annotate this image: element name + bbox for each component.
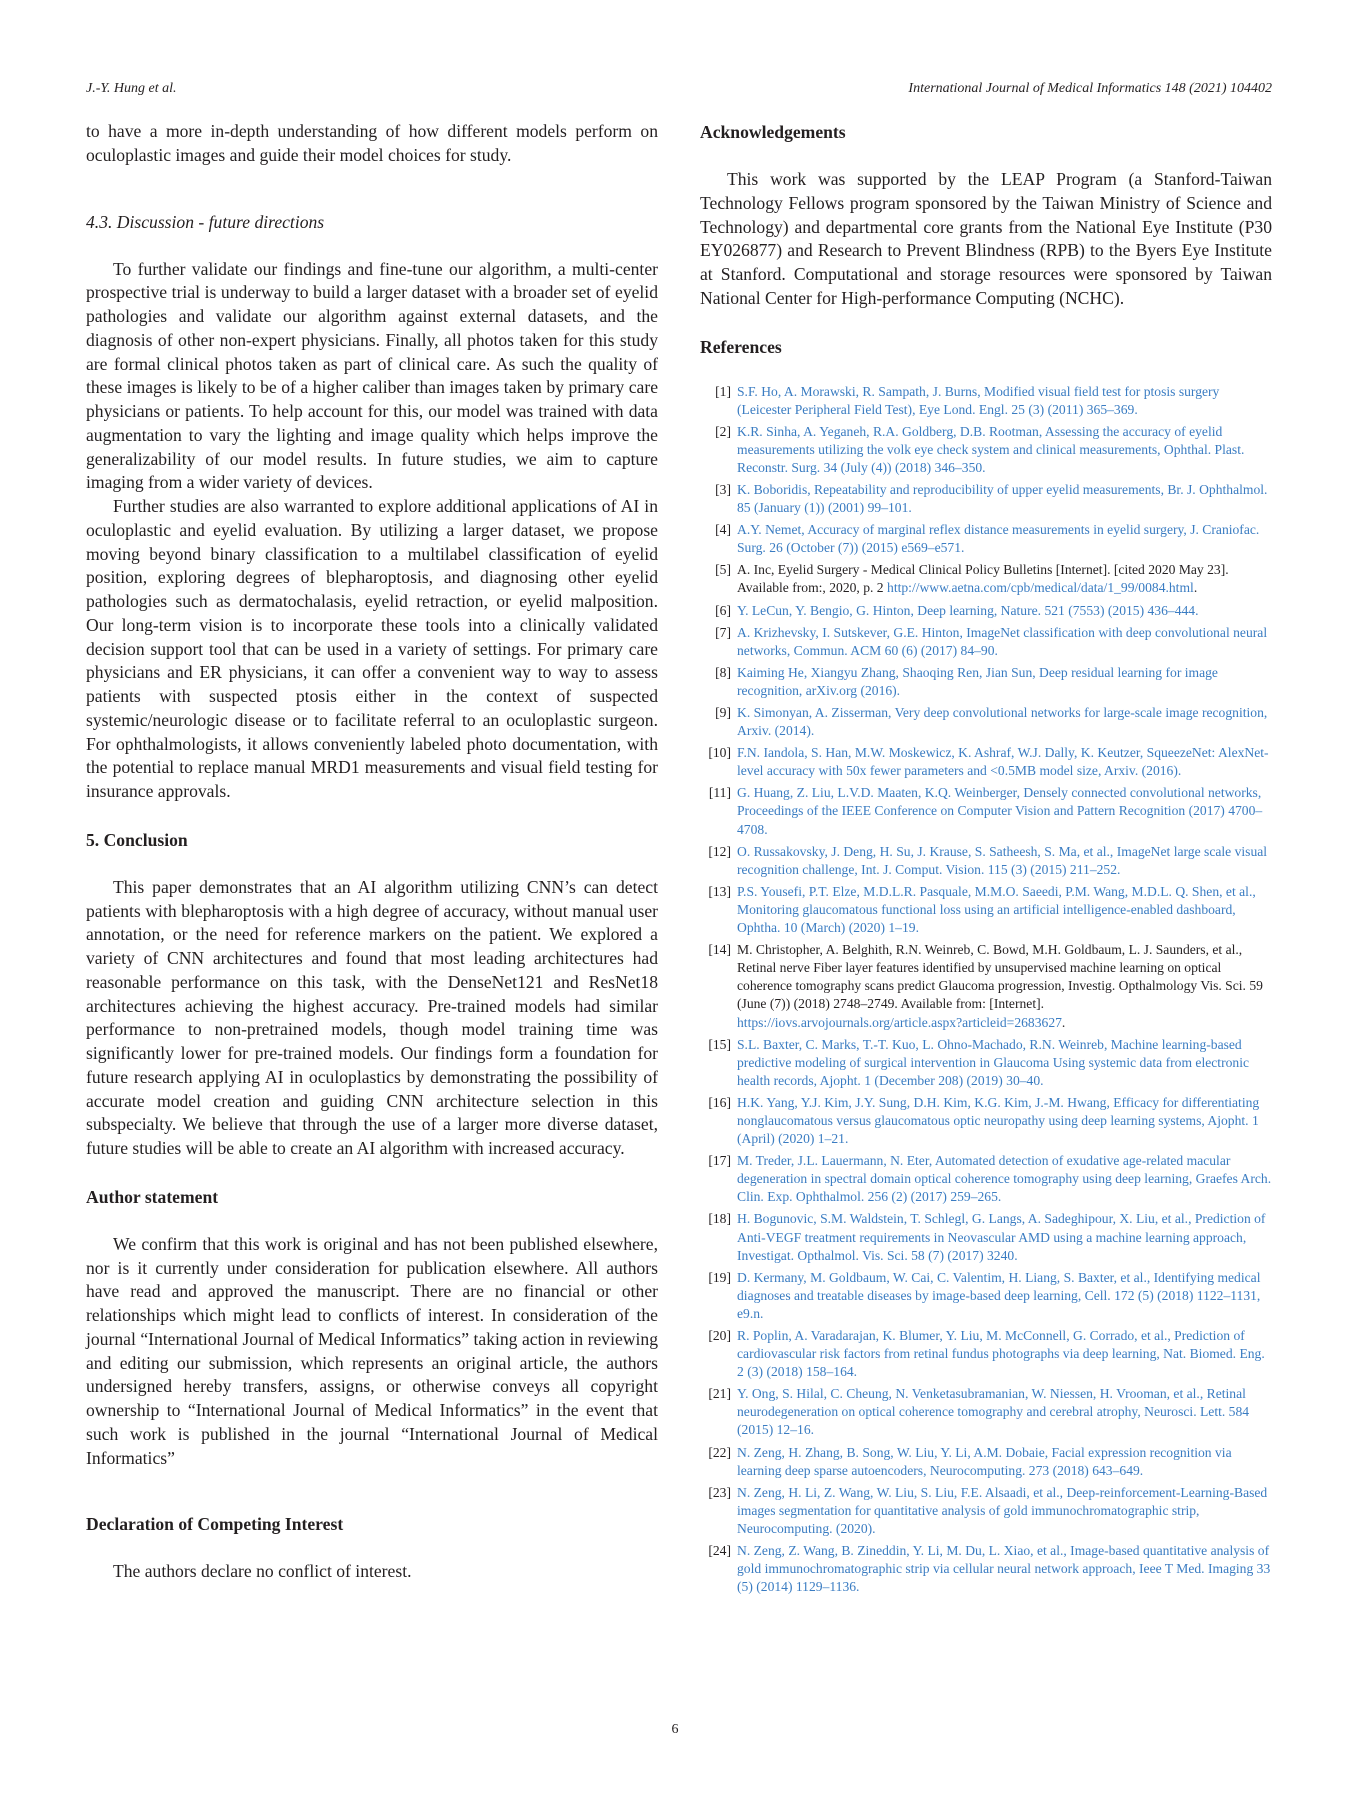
running-head [86,80,1272,98]
reference-text [737,624,1272,660]
reference-text [737,1152,1272,1206]
reference-link[interactable]: S.F. Ho, A. Morawski, R. Sampath, J. Burns, Modified visual field test for ptosis surgery (Leicester Peripheral Field Test), Eye Lond. Engl. 25 (3) (2011) 365–369. [737,383,1220,417]
reference-number: [4] [715,522,731,538]
reference-link[interactable]: K. Simonyan, A. Zisserman, Very deep convolutional networks for large-scale image recognition, Arxiv. (2014). [737,705,1268,739]
reference-number: [2] [715,423,731,439]
reference-plain-text: A. Inc, Eyelid Surgery - Medical Clinical Policy Bulletins [Internet]. [cited 2020 May 23]. Available from:, 2020, p. 2 [737,562,1229,596]
acknowledgements-paragraph: This work was supported by the LEAP Program (a Stanford-Taiwan Technology Fellows program sponsored by the Taiwan Ministry of Science and Technology) and departmental core grants from the National Eye Institute (P30 EY026877) and Research to Prevent Blindness (RPB) to the Byers Eye Institute at Stanford. Computational and storage resources were sponsored by Taiwan National Center for High-performance Computing (NCHC). [700,169,1272,308]
reference-number: [9] [715,705,731,720]
reference-item [700,1327,1272,1381]
reference-text [737,521,1272,557]
reference-number: [19] [708,1269,731,1285]
reference-item [700,1152,1272,1206]
reference-number: [20] [708,1328,731,1343]
reference-text [737,744,1272,780]
reference-number: [1] [715,383,731,399]
reference-item [700,883,1272,937]
author-statement-heading: Author statement [86,1186,219,1207]
reference-link[interactable]: M. Treder, J.L. Lauermann, N. Eter, Automated detection of exudative age-related macular degeneration in spectral domain optical coherence tomography using deep learning, Graefes Arch. Clin. Exp. Ophthalmol. 256 (2) (2017) 259–265. [737,1153,1272,1205]
reference-link[interactable]: A. Krizhevsky, I. Sutskever, G.E. Hinton, ImageNet classification with deep convolutional neural networks, Commun. ACM 60 (6) (2017) 84–90. [737,624,1268,658]
reference-number: [5] [715,562,731,578]
reference-number: [12] [708,843,731,859]
reference-text [737,1036,1272,1090]
reference-link[interactable]: F.N. Iandola, S. Han, M.W. Moskewicz, K. Ashraf, W.J. Dally, K. Keutzer, SqueezeNet: AlexNet-level accuracy with 50x fewer parameters and <0.5MB model size, Arxiv. (2016). [737,745,1269,779]
reference-number: [14] [708,942,731,958]
reference-link[interactable]: O. Russakovsky, J. Deng, H. Su, J. Krause, S. Satheesh, S. Ma, et al., ImageNet large scale visual recognition challenge, Int. J. Comput. Vision. 115 (3) (2015) 211–252. [737,843,1268,877]
reference-number: [16] [708,1094,731,1110]
reference-link[interactable]: N. Zeng, Z. Wang, B. Zineddin, Y. Li, M. Du, L. Xiao, et al., Image-based quantitative analysis of gold immunochromatographic strip via cellular neural network approach, Ieee T Med. Imaging 33 (5) (2014) 1129–1136. [737,1543,1271,1595]
reference-item [700,481,1272,517]
reference-text [737,1444,1272,1480]
reference-text [737,784,1272,838]
reference-text [737,1269,1272,1323]
reference-number: [11] [708,785,731,801]
reference-item [700,843,1272,879]
reference-link[interactable]: H.K. Yang, Y.J. Kim, J.Y. Sung, D.H. Kim, K.G. Kim, J.-M. Hwang, Efficacy for differentiating nonglaucomatous versus glaucomatous optic neuropathy using deep learning systems, Ajopht. 1 (April) (2020) 1–21. [737,1094,1260,1147]
reference-link[interactable]: https://iovs.arvojournals.org/article.aspx?articleid=2683627 [737,1014,1062,1030]
reference-text [737,843,1272,879]
reference-text [737,1484,1272,1538]
reference-item [700,423,1272,477]
reference-number: [7] [715,624,731,640]
reference-text: A. Inc, Eyelid Surgery - Medical Clinical Policy Bulletins [Internet]. [cited 2020 May 23]. Available from:, 2020, p. 2 http://www.aetna.com/cpb/medical/data/1_99/0084.html. [737,562,1229,596]
reference-text [737,1210,1272,1264]
reference-item [700,1385,1272,1439]
reference-link[interactable]: Y. Ong, S. Hilal, C. Cheung, N. Venketasubramanian, W. Niessen, H. Vrooman, et al., Retinal neurodegeneration on optical coherence tomography and cerebral atrophy, Neurosci. Lett. 584 (2015) 12–16. [737,1386,1250,1438]
reference-item [700,624,1272,660]
reference-text [737,481,1272,517]
reference-item [700,1484,1272,1538]
reference-link[interactable]: http://www.aetna.com/cpb/medical/data/1_99/0084.html [887,580,1194,596]
references-heading: References [700,336,782,357]
reference-text [737,704,1272,740]
reference-link[interactable]: A.Y. Nemet, Accuracy of marginal reflex distance measurements in eyelid surgery, J. Craniofac. Surg. 26 (October (7)) (2015) e569–e571. [737,522,1260,556]
reference-link[interactable]: N. Zeng, H. Li, Z. Wang, W. Liu, S. Liu, F.E. Alsaadi, et al., Deep-reinforcement-Learning-Based images segmentation for quantitative analysis of gold immunochromatographic strip, Neurocomputing. (2020). [737,1484,1268,1536]
reference-link[interactable]: D. Kermany, M. Goldbaum, W. Cai, C. Valentim, H. Liang, S. Baxter, et al., Identifying medical diagnoses and treatable diseases by image-based deep learning, Cell. 172 (5) (2018) 1122–1131, e9.n. [737,1269,1261,1321]
intro-paragraph: to have a more in-depth understanding of how different models perform on oculoplastic images and guide their model choices for study. [86,121,658,165]
reference-number: [18] [708,1211,731,1227]
reference-item [700,602,1272,620]
reference-item [700,1269,1272,1323]
reference-link[interactable]: R. Poplin, A. Varadarajan, K. Blumer, Y. Liu, M. McConnell, G. Corrado, et al., Prediction of cardiovascular risk factors from retinal fundus photographs via deep learning, Nat. Biomed. Eng. 2 (3) (2018) 158–164. [737,1328,1265,1380]
reference-text [737,1385,1272,1439]
reference-text [737,1094,1272,1148]
reference-list [700,383,1272,1597]
reference-item [700,1444,1272,1480]
reference-item [700,1210,1272,1264]
section-4-3-paragraph-2: Further studies are also warranted to explore additional applications of AI in oculoplastic and eyelid evaluation. By utilizing a larger dataset, we propose moving beyond binary classification to a multilabel classification of eyelid position, exploring degrees of blepharoptosis, and diagnosing other eyelid pathologies such as dermatochalasis, eyelid retraction, or eyelid malposition. Our long-term vision is to incorporate these tools into a clinically validated decision support tool that can be used in a variety of settings. For primary care physicians and ER physicians, it can offer a convenient way to way to assess patients with suspected ptosis either in the context of suspected systemic/neurologic disease or to facilitate referral to an oculoplastic surgeon. For ophthalmologists, it allows conveniently labeled photo documentation, with the potential to replace manual MRD1 measurements and visual field testing for insurance approvals. [86,496,658,801]
reference-text [737,1542,1272,1596]
reference-text [737,383,1272,419]
reference-link[interactable]: S.L. Baxter, C. Marks, T.-T. Kuo, L. Ohno-Machado, R.N. Weinreb, Machine learning-based predictive modeling of surgical intervention in Glaucoma Using systemic data from electronic health records, Ajopht. 1 (December 208) (2019) 30–40. [737,1036,1250,1088]
reference-link[interactable]: Kaiming He, Xiangyu Zhang, Shaoqing Ren, Jian Sun, Deep residual learning for image recognition, arXiv.org (2016). [737,664,1218,698]
reference-number: [21] [708,1386,731,1402]
reference-link[interactable]: K. Boboridis, Repeatability and reproducibility of upper eyelid measurements, Br. J. Ophthalmol. 85 (January (1)) (2001) 99–101. [737,481,1268,516]
reference-number: [22] [708,1444,731,1460]
reference-text [737,883,1272,937]
reference-plain-text: M. Christopher, A. Belghith, R.N. Weinreb, C. Bowd, M.H. Goldbaum, L. J. Saunders, et al., Retinal nerve Fiber layer features identified by unsupervised machine learning on optical coherence tomography scans predict Glaucoma progression, Investig. Opthalmology Vis. Sci. 59 (June (7)) (2018) 2748–2749. Available from: [Internet]. [737,942,1263,1012]
reference-text [737,602,1272,620]
reference-link[interactable]: G. Huang, Z. Liu, L.V.D. Maaten, K.Q. Weinberger, Densely connected convolutional networks, Proceedings of the IEEE Conference on Computer Vision and Pattern Recognition (2017) 4700–4708. [737,785,1263,837]
reference-number: [23] [708,1484,731,1500]
header-journal: International Journal of Medical Informatics 148 (2021) 104402 [908,81,1272,96]
left-column [86,120,658,1584]
conclusion-paragraph: This paper demonstrates that an AI algorithm utilizing CNN’s can detect patients with blepharoptosis with a high degree of accuracy, without manual user annotation, or the need for reference markers on the patient. We explored a variety of CNN architectures and found that most leading architectures had reasonable performance on this task, with the DenseNet121 and ResNet18 architectures achieving the highest accuracy. Pre-trained models had similar performance to non-pretrained models, though model training time was significantly lower for pre-trained models. Our findings form a foundation for future research applying AI in oculoplastics by demonstrating the possibility of accurate model creation and guiding CNN architecture selection in this subspecialty. We believe that through the use of a larger more diverse dataset, future studies will be able to create an AI algorithm with increased accuracy. [86,876,658,1158]
reference-number: [15] [708,1036,731,1052]
reference-item [700,1094,1272,1148]
reference-number: [3] [715,481,731,497]
header-authors: J.-Y. Hung et al. [86,81,177,96]
competing-interest-paragraph: The authors declare no conflict of interest. [113,1561,412,1582]
reference-item [700,664,1272,700]
reference-number: [17] [708,1153,731,1169]
reference-item [700,561,1272,597]
author-statement-paragraph: We confirm that this work is original and has not been published elsewhere, nor is it currently under consideration for publication elsewhere. All authors have read and approved the manuscript. There are no financial or other relationships which might lead to conflicts of interest. In consideration of the journal “International Journal of Medical Informatics” taking action in reviewing and editing our submission, which represents an original article, the authors undersigned hereby transfers, assigns, or otherwise conveys all copyright ownership to “International Journal of Medical Informatics” in the event that such work is published in the journal “International Journal of Medical Informatics” [86,1233,658,1468]
reference-number: [13] [708,883,731,899]
reference-number: [8] [715,664,731,680]
reference-item [700,1542,1272,1596]
reference-item [700,704,1272,740]
reference-link[interactable]: N. Zeng, H. Zhang, B. Song, W. Liu, Y. Li, A.M. Dobaie, Facial expression recognition via learning deep sparse autoencoders, Neurocomputing. 273 (2018) 643–649. [737,1444,1232,1478]
reference-text: M. Christopher, A. Belghith, R.N. Weinreb, C. Bowd, M.H. Goldbaum, L. J. Saunders, et al., Retinal nerve Fiber layer features identified by unsupervised machine learning on optical coherence tomography scans predict Glaucoma progression, Investig. Opthalmology Vis. Sci. 59 (June (7)) (2018) 2748–2749. Available from: [Internet]. https://iovs.arvojournals.org/article.aspx?articleid=2683627. [737,942,1263,1030]
page-number: 6 [671,1722,679,1737]
reference-item [700,1036,1272,1090]
reference-item [700,383,1272,419]
conclusion-heading: 5. Conclusion [86,829,188,850]
acknowledgements-heading: Acknowledgements [700,122,846,142]
reference-item [700,784,1272,838]
reference-text [737,664,1272,700]
right-column [700,120,1272,1596]
section-4-3-heading: 4.3. Discussion - future directions [86,211,325,232]
reference-item [700,521,1272,557]
reference-link[interactable]: P.S. Yousefi, P.T. Elze, M.D.L.R. Pasquale, M.M.O. Saeedi, P.M. Wang, M.D.L. Q. Shen, et al., Monitoring glaucomatous functional loss using an artificial intelligence-enabled dashboard, Ophtha. 10 (March) (2020) 1–19. [737,883,1256,936]
reference-text [737,423,1272,477]
reference-link[interactable]: H. Bogunovic, S.M. Waldstein, T. Schlegl, G. Langs, A. Sadeghipour, X. Liu, et al., Prediction of Anti-VEGF treatment requirements in Neovascular AMD using a machine learning approach, Investigat. Opthalmol. Vis. Sci. 58 (7) (2017) 3240. [737,1211,1266,1263]
reference-number: [10] [708,745,731,761]
reference-number: [6] [715,602,731,618]
reference-link[interactable]: K.R. Sinha, A. Yeganeh, R.A. Goldberg, D.B. Rootman, Assessing the accuracy of eyelid measurements utilizing the volk eye check system and clinical measurements, Ophthal. Plast. Reconstr. Surg. 34 (July (4)) (2018) 346–350. [737,423,1245,475]
reference-link[interactable]: Y. LeCun, Y. Bengio, G. Hinton, Deep learning, Nature. 521 (7553) (2015) 436–444. [737,602,1199,618]
reference-item [700,744,1272,780]
reference-number: [24] [708,1543,731,1559]
competing-interest-heading: Declaration of Competing Interest [86,1514,344,1535]
section-4-3-paragraph-1: To further validate our findings and fine-tune our algorithm, a multi-center prospective trial is underway to build a larger dataset with a broader set of eyelid pathologies and validate our algorithm against external datasets, and the diagnosis of other non-expert physicians. Finally, all photos taken for this study are formal clinical photos taken as part of clinical care. As such the quality of these images is likely to be of a higher caliber than images taken by primary care physicians or patients. To help account for this, our model was trained with data augmentation to vary the lighting and image quality which helps improve the generalizability of our model results. In future studies, we aim to capture imaging from a wider variety of devices. [86,258,658,493]
reference-text [737,1327,1272,1381]
reference-item [700,941,1272,1031]
